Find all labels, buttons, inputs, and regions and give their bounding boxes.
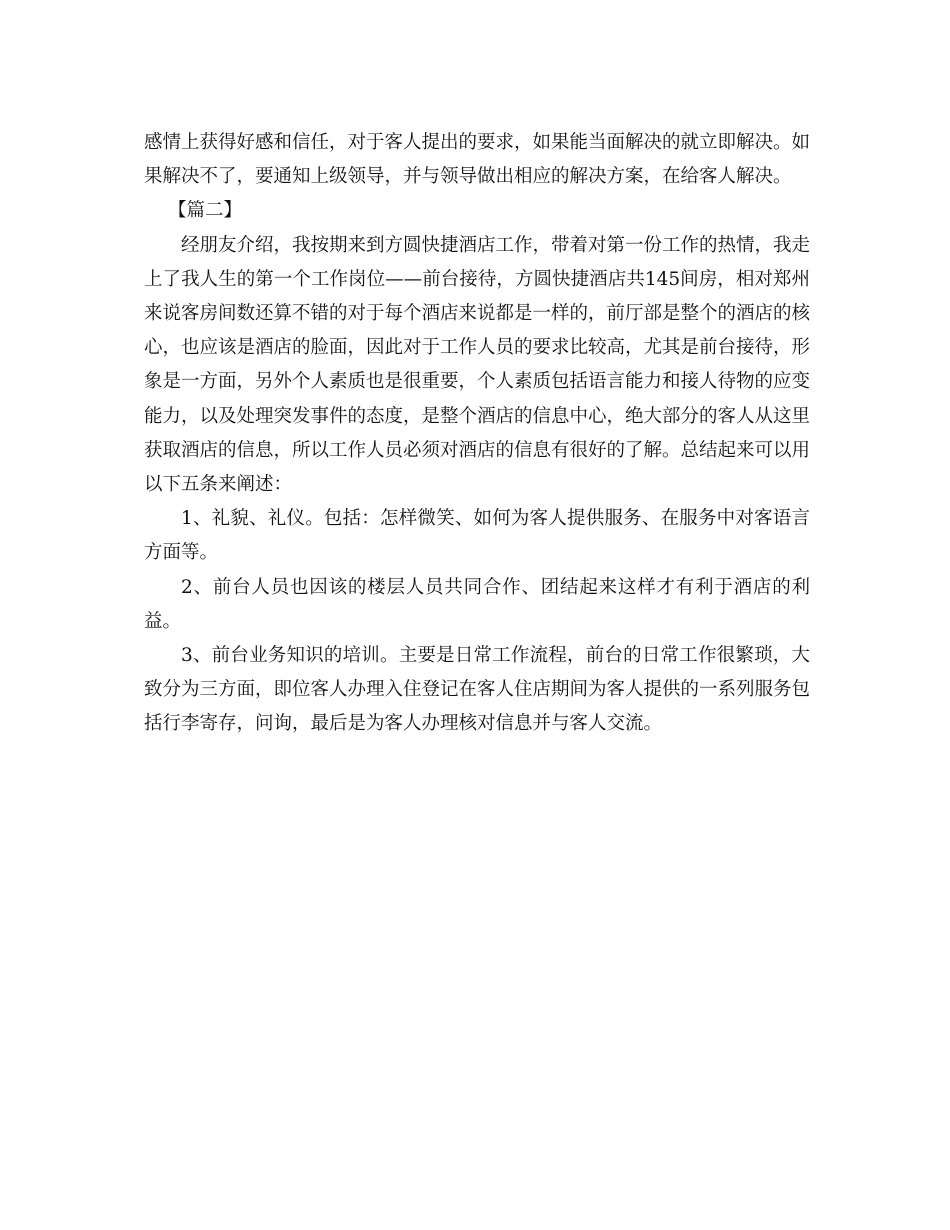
continuation-paragraph: 感情上获得好感和信任，对于客人提出的要求，如果能当面解决的就立即解决。如果解决不了，要通知上级领导，并与领导做出相应的解决方案，在给客人解决。 bbox=[144, 132, 811, 188]
paragraph-intro: 经朋友介绍，我按期来到方圆快捷酒店工作，带着对第一份工作的热情，我走上了我人生的第一个工作岗位——前台接待，方圆快捷酒店共145间房，相对郑州来说客房间数还算不错的对于每个酒店来说都是一样的，前厅部是整个的酒店的核心，也应该是酒店的脸面，因此对于工作人员的要求比较高，尤其是前台接待，形象是一方面，另外个人素质也是很重要，个人素质包括语言能力和接人待物的应变能力，以及处理突发事件的态度，是整个酒店的信息中心，绝大部分的客人从这里获取酒店的信息，所以工作人员必须对酒店的信息有很好的了解。总结起来可以用以下五条来阐述： bbox=[144, 234, 811, 496]
paragraph-item-2: 2、前台人员也因该的楼层人员共同合作、团结起来这样才有利于酒店的利益。 bbox=[144, 576, 810, 632]
document-body bbox=[144, 126, 810, 742]
section-heading: 【篇二】 bbox=[168, 200, 243, 222]
paragraph-item-3: 3、前台业务知识的培训。主要是日常工作流程，前台的日常工作很繁琐，大致分为三方面，即位客人办理入住登记在客人住店期间为客人提供的一系列服务包括行李寄存，问询，最后是为客人办理核对信息并与客人交流。 bbox=[144, 645, 811, 735]
paragraph-item-1: 1、礼貌、礼仪。包括：怎样微笑、如何为客人提供服务、在服务中对客语言方面等。 bbox=[144, 508, 810, 564]
